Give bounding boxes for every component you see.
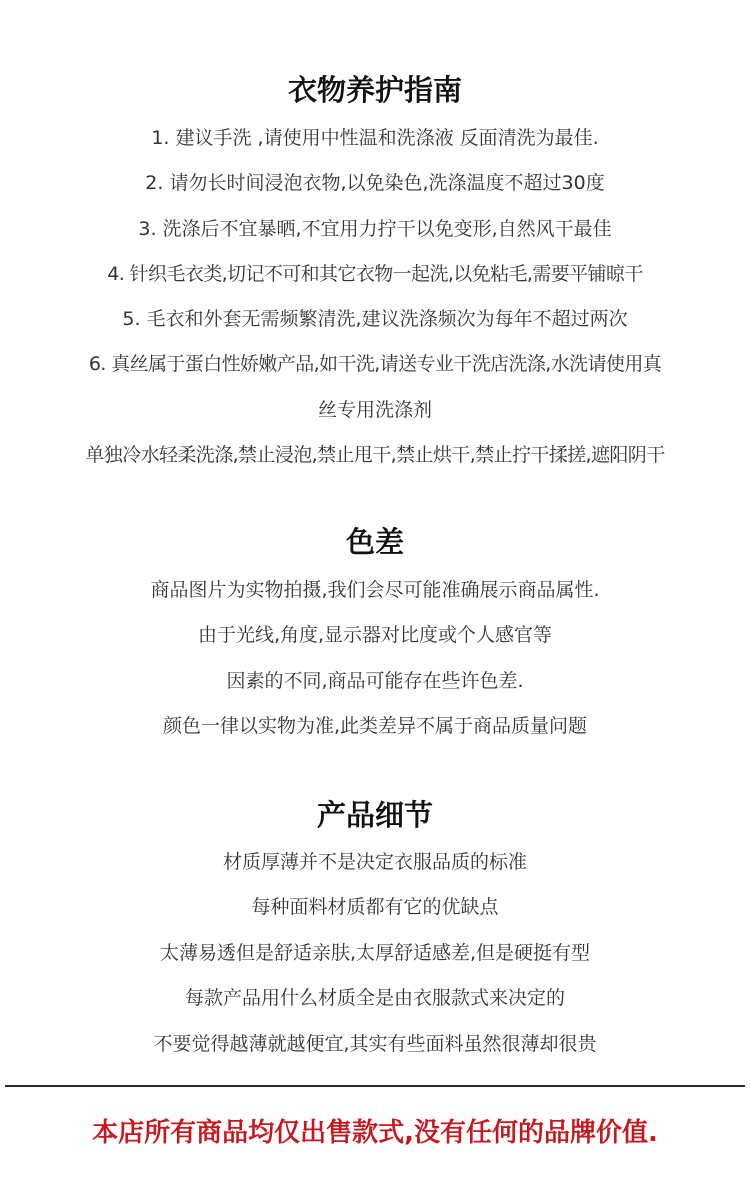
care-guide-line-7: 丝专用洗涤剂 [317, 399, 432, 421]
details-line-2: 每种面料材质都有它的优缺点 [251, 896, 499, 918]
section-divider [5, 1085, 745, 1087]
color-diff-line-4: 颜色一律以实物为准,此类差异不属于商品质量问题 [162, 715, 588, 737]
care-guide-line-6: 6. 真丝属于蛋白性娇嫩产品,如干洗,请送专业干洗店洗涤,水洗请使用真 [88, 353, 662, 375]
care-guide-line-4: 4. 针织毛衣类,切记不可和其它衣物一起洗,以免粘毛,需要平铺晾干 [107, 263, 643, 285]
care-guide-line-2: 2. 请勿长时间浸泡衣物,以免染色,洗涤温度不超过30度 [145, 172, 605, 194]
color-diff-line-3: 因素的不同,商品可能存在些许色差. [226, 670, 524, 692]
care-guide-line-5: 5. 毛衣和外套无需频繁清洗,建议洗涤频次为每年不超过两次 [122, 308, 628, 330]
brand-notice: 本店所有商品均仅出售款式,没有任何的品牌价值. [92, 1118, 658, 1148]
care-guide-line-1: 1. 建议手洗 ,请使用中性温和洗涤液 反面清洗为最佳. [151, 127, 599, 149]
color-diff-line-1: 商品图片为实物拍摄,我们会尽可能准确展示商品属性. [150, 579, 600, 601]
details-line-5: 不要觉得越薄就越便宜,其实有些面料虽然很薄却很贵 [153, 1033, 597, 1055]
color-diff-title: 色差 [345, 525, 404, 559]
details-line-4: 每款产品用什么材质全是由衣服款式来决定的 [184, 987, 565, 1009]
details-line-3: 太薄易透但是舒适亲肤,太厚舒适感差,但是硬挺有型 [159, 942, 591, 964]
details-line-1: 材质厚薄并不是决定衣服品质的标准 [222, 851, 527, 873]
color-diff-line-2: 由于光线,角度,显示器对比度或个人感官等 [197, 624, 553, 646]
care-guide-line-8: 单独冷水轻柔洗涤,禁止浸泡,禁止甩干,禁止烘干,禁止拧干揉搓,遮阳阴干 [85, 444, 665, 466]
care-guide-title: 衣物养护指南 [287, 73, 462, 107]
details-title: 产品细节 [316, 798, 433, 832]
care-guide-line-3: 3. 洗涤后不宜暴晒,不宜用力拧干以免变形,自然风干最佳 [138, 218, 612, 240]
